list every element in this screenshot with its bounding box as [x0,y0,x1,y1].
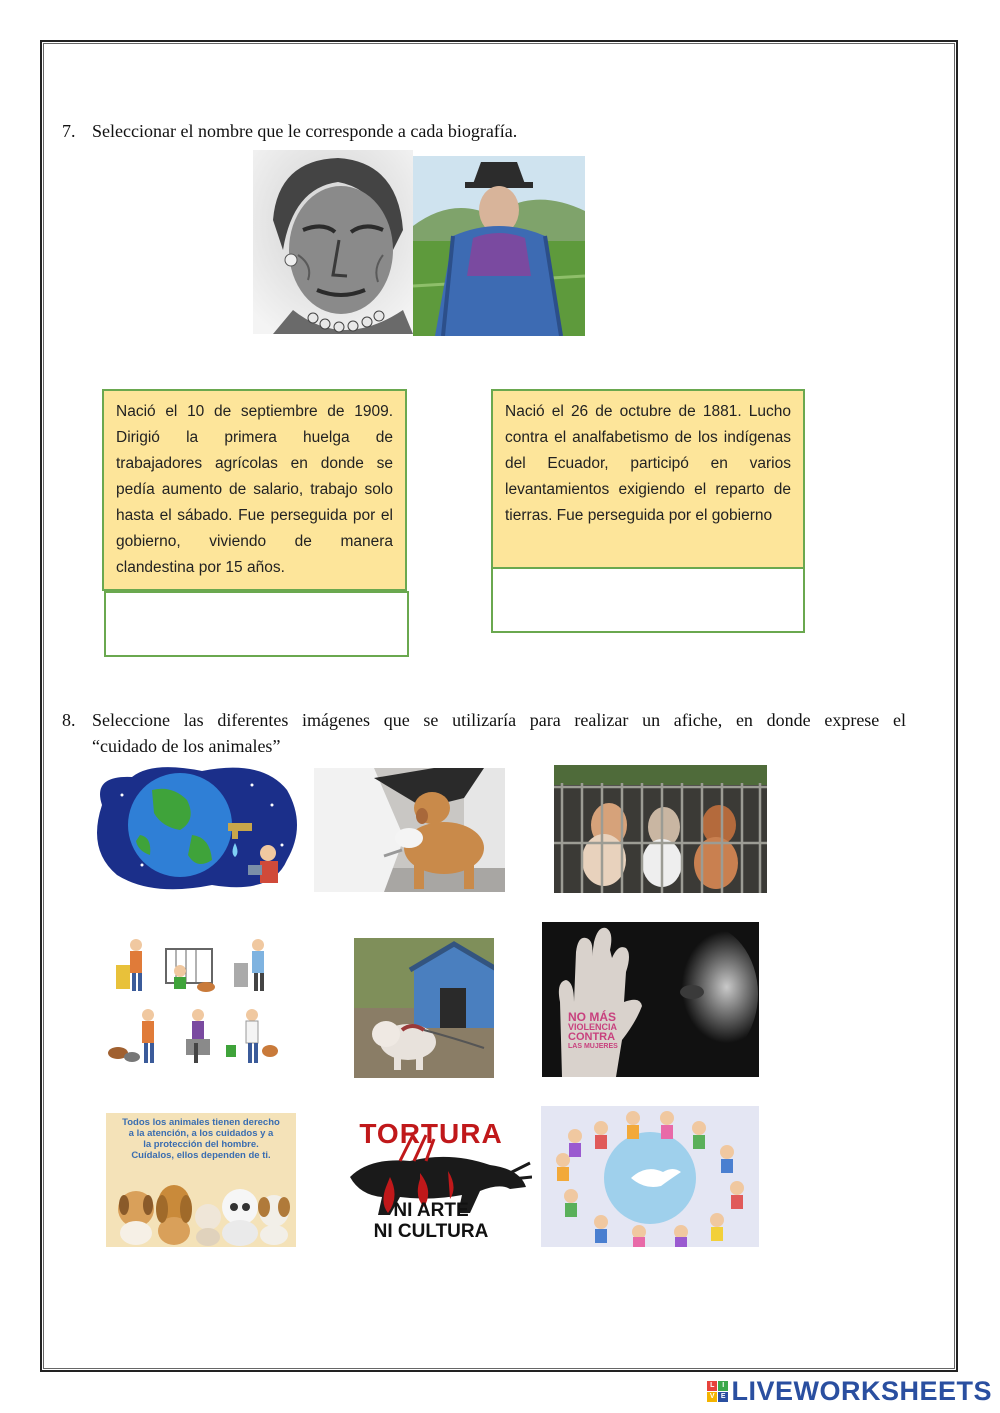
question-text: Seleccionar el nombre que le corresponde a cada biografía. [92,121,518,141]
liveworksheets-logo[interactable] [707,1376,992,1407]
question-7 [62,118,922,144]
question-8 [62,707,922,759]
question-text-line-2: “cuidado de los animales” [92,736,281,756]
tortura-line-3: NI CULTURA [373,1221,489,1242]
liveworksheets-logo-text: LIVEWORKSHEETS [731,1376,992,1406]
tortura-line-2: NI ARTE [393,1200,469,1221]
caged-dogs-photo[interactable] [554,765,767,893]
tortura-title: TORTURA [359,1118,503,1149]
earth-water-image[interactable] [92,765,300,893]
biography-text: Nació el 26 de octubre de 1881. Lucho contra el analfabetismo de los indígenas del Ecuador, participó en varios levantamientos exigiendo el reparto de tierras. Fue perseguida por el gobierno [505,403,791,524]
answer-box-2[interactable] [491,567,805,633]
animal-rights-poster[interactable] [106,1113,296,1247]
question-number: 7. [62,121,76,141]
vet-dog-photo[interactable] [314,768,505,892]
tortura-poster[interactable] [330,1117,532,1247]
biography-box-1 [102,389,407,591]
liveworksheets-logo-icon: L I V E [707,1381,728,1402]
children-peace-illustration[interactable] [541,1106,759,1247]
chained-dog-photo[interactable] [354,938,494,1078]
question-number: 8. [62,710,76,730]
biography-box-2 [491,389,805,569]
question-text-line-1: Seleccione las diferentes imágenes que se utilizaría para realizar un afiche, en donde exprese el [92,710,906,730]
biography-text: Nació el 10 de septiembre de 1909. Dirigió la primera huelga de trabajadores agrícolas en donde se pedía aumento de salario, trabajo solo hasta el sábado. Fue perseguida por el gobierno, viviendo de manera clandestina por 15 años. [116,403,393,576]
animal-rights-text: Todos los animales tienen derecho a la atención, a los cuidados y a la protección del hombre. Cuídalos, ellos dependen de ti. [122,1117,280,1161]
answer-box-1[interactable] [104,591,409,657]
animal-care-illustrations[interactable] [102,935,280,1067]
no-mas-violencia-poster[interactable] [542,922,759,1077]
no-mas-text: NO MÁS VIOLENCIA CONTRA LAS MUJERES [568,1010,618,1050]
portrait-photo-color[interactable] [413,156,585,336]
portrait-photo-bw[interactable] [253,150,413,334]
